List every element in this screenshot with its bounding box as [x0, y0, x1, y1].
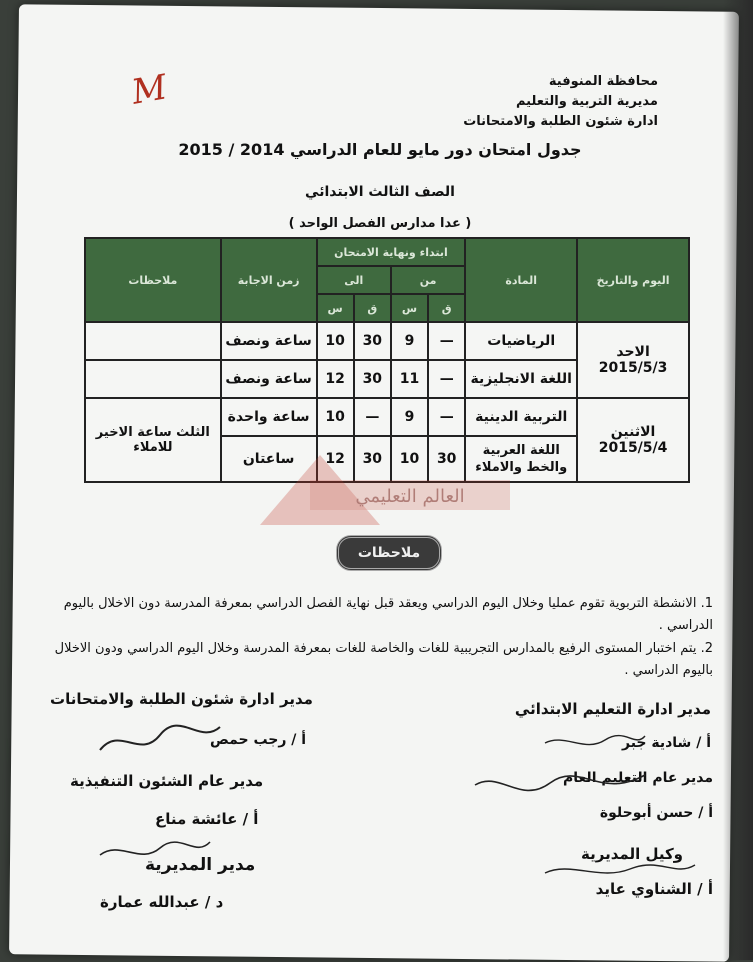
header-to-hour: س	[317, 294, 354, 322]
to-hour-cell: 12	[317, 360, 354, 398]
day-cell	[577, 322, 689, 398]
to-minute-cell: 30	[354, 436, 391, 482]
header-to-minute: ق	[354, 294, 391, 322]
handwritten-signature	[470, 765, 650, 815]
signature-title: مدير ادارة التعليم الابتدائي	[514, 700, 711, 718]
table-row	[85, 322, 689, 360]
notes-cell: الثلث ساعة الاخير للاملاء	[85, 398, 221, 482]
header-day-date: اليوم والتاريخ	[577, 238, 689, 322]
signature-name: د / عبدالله عمارة	[100, 893, 224, 911]
notes-cell	[85, 360, 221, 398]
subject-cell: الرياضيات	[465, 322, 577, 360]
header-exam-time: ابتداء ونهاية الامتحان	[317, 238, 466, 266]
header-notes: ملاحظات	[85, 238, 221, 322]
watermark-text: العالم التعليمي	[355, 486, 465, 507]
note-1: 1. الانشطة التربوية تقوم عمليا وخلال اليوم الدراسي ويعقد قبل نهاية الفصل الدراسي بمعرفة المدرسة دون الاخلال باليوم الدراسي .	[63, 596, 713, 633]
directorate-line: مديرية التربية والتعليم	[515, 94, 658, 109]
handwritten-signature	[540, 855, 700, 885]
header-from: من	[391, 266, 465, 294]
handwritten-signature	[540, 728, 650, 758]
exclusion-subtitle: ( عدا مدارس الفصل الواحد )	[288, 216, 472, 231]
to-hour-cell: 10	[317, 322, 354, 360]
header-to: الى	[317, 266, 391, 294]
watermark-logo	[200, 440, 540, 530]
notes-title-badge: ملاحظات	[336, 535, 442, 571]
background-edge	[723, 0, 753, 960]
header-duration: زمن الاجابة	[221, 238, 317, 322]
duration-cell: ساعة ونصف	[221, 360, 317, 398]
signature-name: أ / عائشة مناع	[155, 810, 259, 828]
governorate-line: محافظة المنوفية	[548, 74, 658, 89]
to-minute-cell: 30	[354, 322, 391, 360]
signature-title: مدير ادارة شئون الطلبة والامتحانات	[50, 690, 313, 708]
handwritten-signature	[90, 715, 230, 765]
signature-title: وكيل المديرية	[581, 845, 683, 863]
handwritten-signature	[95, 830, 215, 870]
signature-title: مدير عام التعليم العام	[563, 770, 713, 786]
signature-title: مدير المديرية	[145, 855, 256, 875]
from-minute-cell: 30	[428, 436, 465, 482]
from-minute-cell: —	[428, 398, 465, 436]
to-minute-cell: 30	[354, 360, 391, 398]
duration-cell: ساعة واحدة	[221, 398, 317, 436]
day-date: 2015/5/3	[598, 360, 668, 376]
day-name: الاحد	[616, 344, 650, 360]
table-row	[85, 398, 689, 436]
from-hour-cell: 10	[391, 436, 428, 482]
from-hour-cell: 9	[391, 322, 428, 360]
document-title: جدول امتحان دور مايو للعام الدراسي 2014 / 2015	[178, 140, 582, 159]
to-hour-cell: 10	[317, 398, 354, 436]
from-minute-cell: —	[428, 360, 465, 398]
day-date: 2015/5/4	[598, 440, 668, 456]
subject-cell: اللغة الانجليزية	[465, 360, 577, 398]
to-hour-cell: 12	[317, 436, 354, 482]
from-hour-cell: 11	[391, 360, 428, 398]
department-line: ادارة شئون الطلبة والامتحانات	[463, 114, 658, 129]
letterhead	[398, 72, 658, 132]
grade-subtitle: الصف الثالث الابتدائي	[305, 184, 455, 200]
day-name: الاثنين	[610, 424, 656, 440]
subject-cell: اللغة العربية والخط والاملاء	[465, 436, 577, 482]
signature-title: مدير عام الشئون التنفيذية	[70, 772, 264, 790]
note-2: 2. يتم اختبار المستوى الرفيع بالمدارس التجريبية للغات والخاصة للغات بمعرفة المدرسة وخلال اليوم الدراسي ودون الاخلال باليوم الدراسي .	[54, 641, 713, 678]
signature-name: أ / شادية جبر	[621, 735, 711, 751]
day-cell	[577, 398, 689, 482]
header-subject: المادة	[465, 238, 577, 322]
header-from-hour: س	[391, 294, 428, 322]
subject-cell: التربية الدينية	[465, 398, 577, 436]
from-minute-cell: —	[428, 322, 465, 360]
duration-cell: ساعة ونصف	[221, 322, 317, 360]
from-hour-cell: 9	[391, 398, 428, 436]
signature-name: أ / رجب حمص	[210, 732, 307, 748]
notes-cell	[85, 322, 221, 360]
signature-name: أ / حسن أبوحلوة	[599, 805, 713, 821]
duration-cell: ساعتان	[221, 436, 317, 482]
header-from-minute: ق	[428, 294, 465, 322]
handwritten-mark: M	[128, 67, 171, 113]
signature-name: أ / الشناوي عايد	[595, 880, 713, 898]
to-minute-cell: —	[354, 398, 391, 436]
